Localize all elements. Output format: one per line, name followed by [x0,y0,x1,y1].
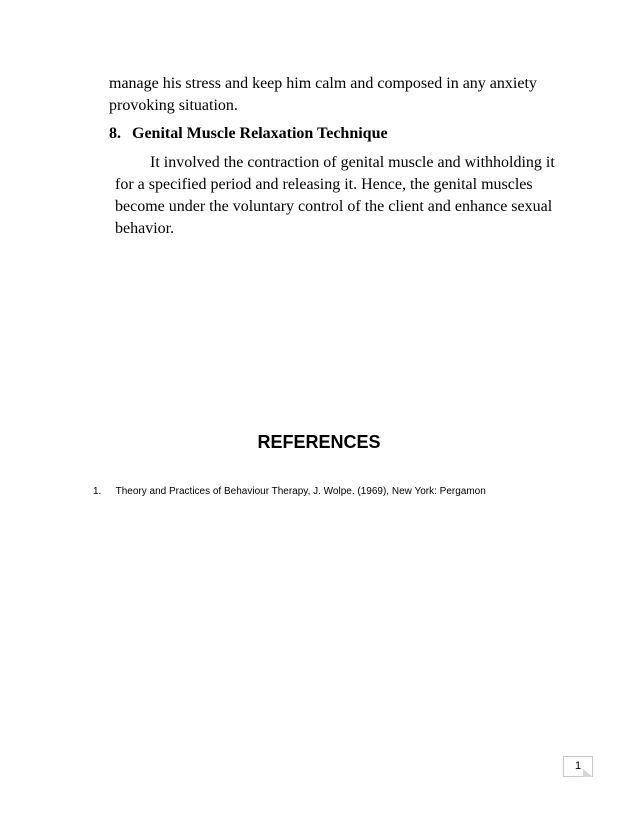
continuation-paragraph: manage his stress and keep him calm and composed in any anxiety provoking situation. [109,75,537,114]
section-title: Genital Muscle Relaxation Technique [132,125,388,142]
page-curl-icon [583,769,593,777]
references-title: REFERENCES [257,432,381,452]
section-heading [109,123,388,145]
page-number: 1 [574,760,582,772]
reference-number: 1. [93,486,102,497]
reference-text: Theory and Practices of Behaviour Therapy, J. Wolpe. (1969), New York: Pergamon [115,486,486,497]
reference-item [93,485,486,499]
section-number: 8. [109,125,121,142]
section-body-paragraph: It involved the contraction of genital muscle and withholding it for a specified period and releasing it. Hence, the genital muscles become under the voluntary control of the client and enhance sexual behavior. [115,154,555,237]
page-number-box [563,756,593,777]
